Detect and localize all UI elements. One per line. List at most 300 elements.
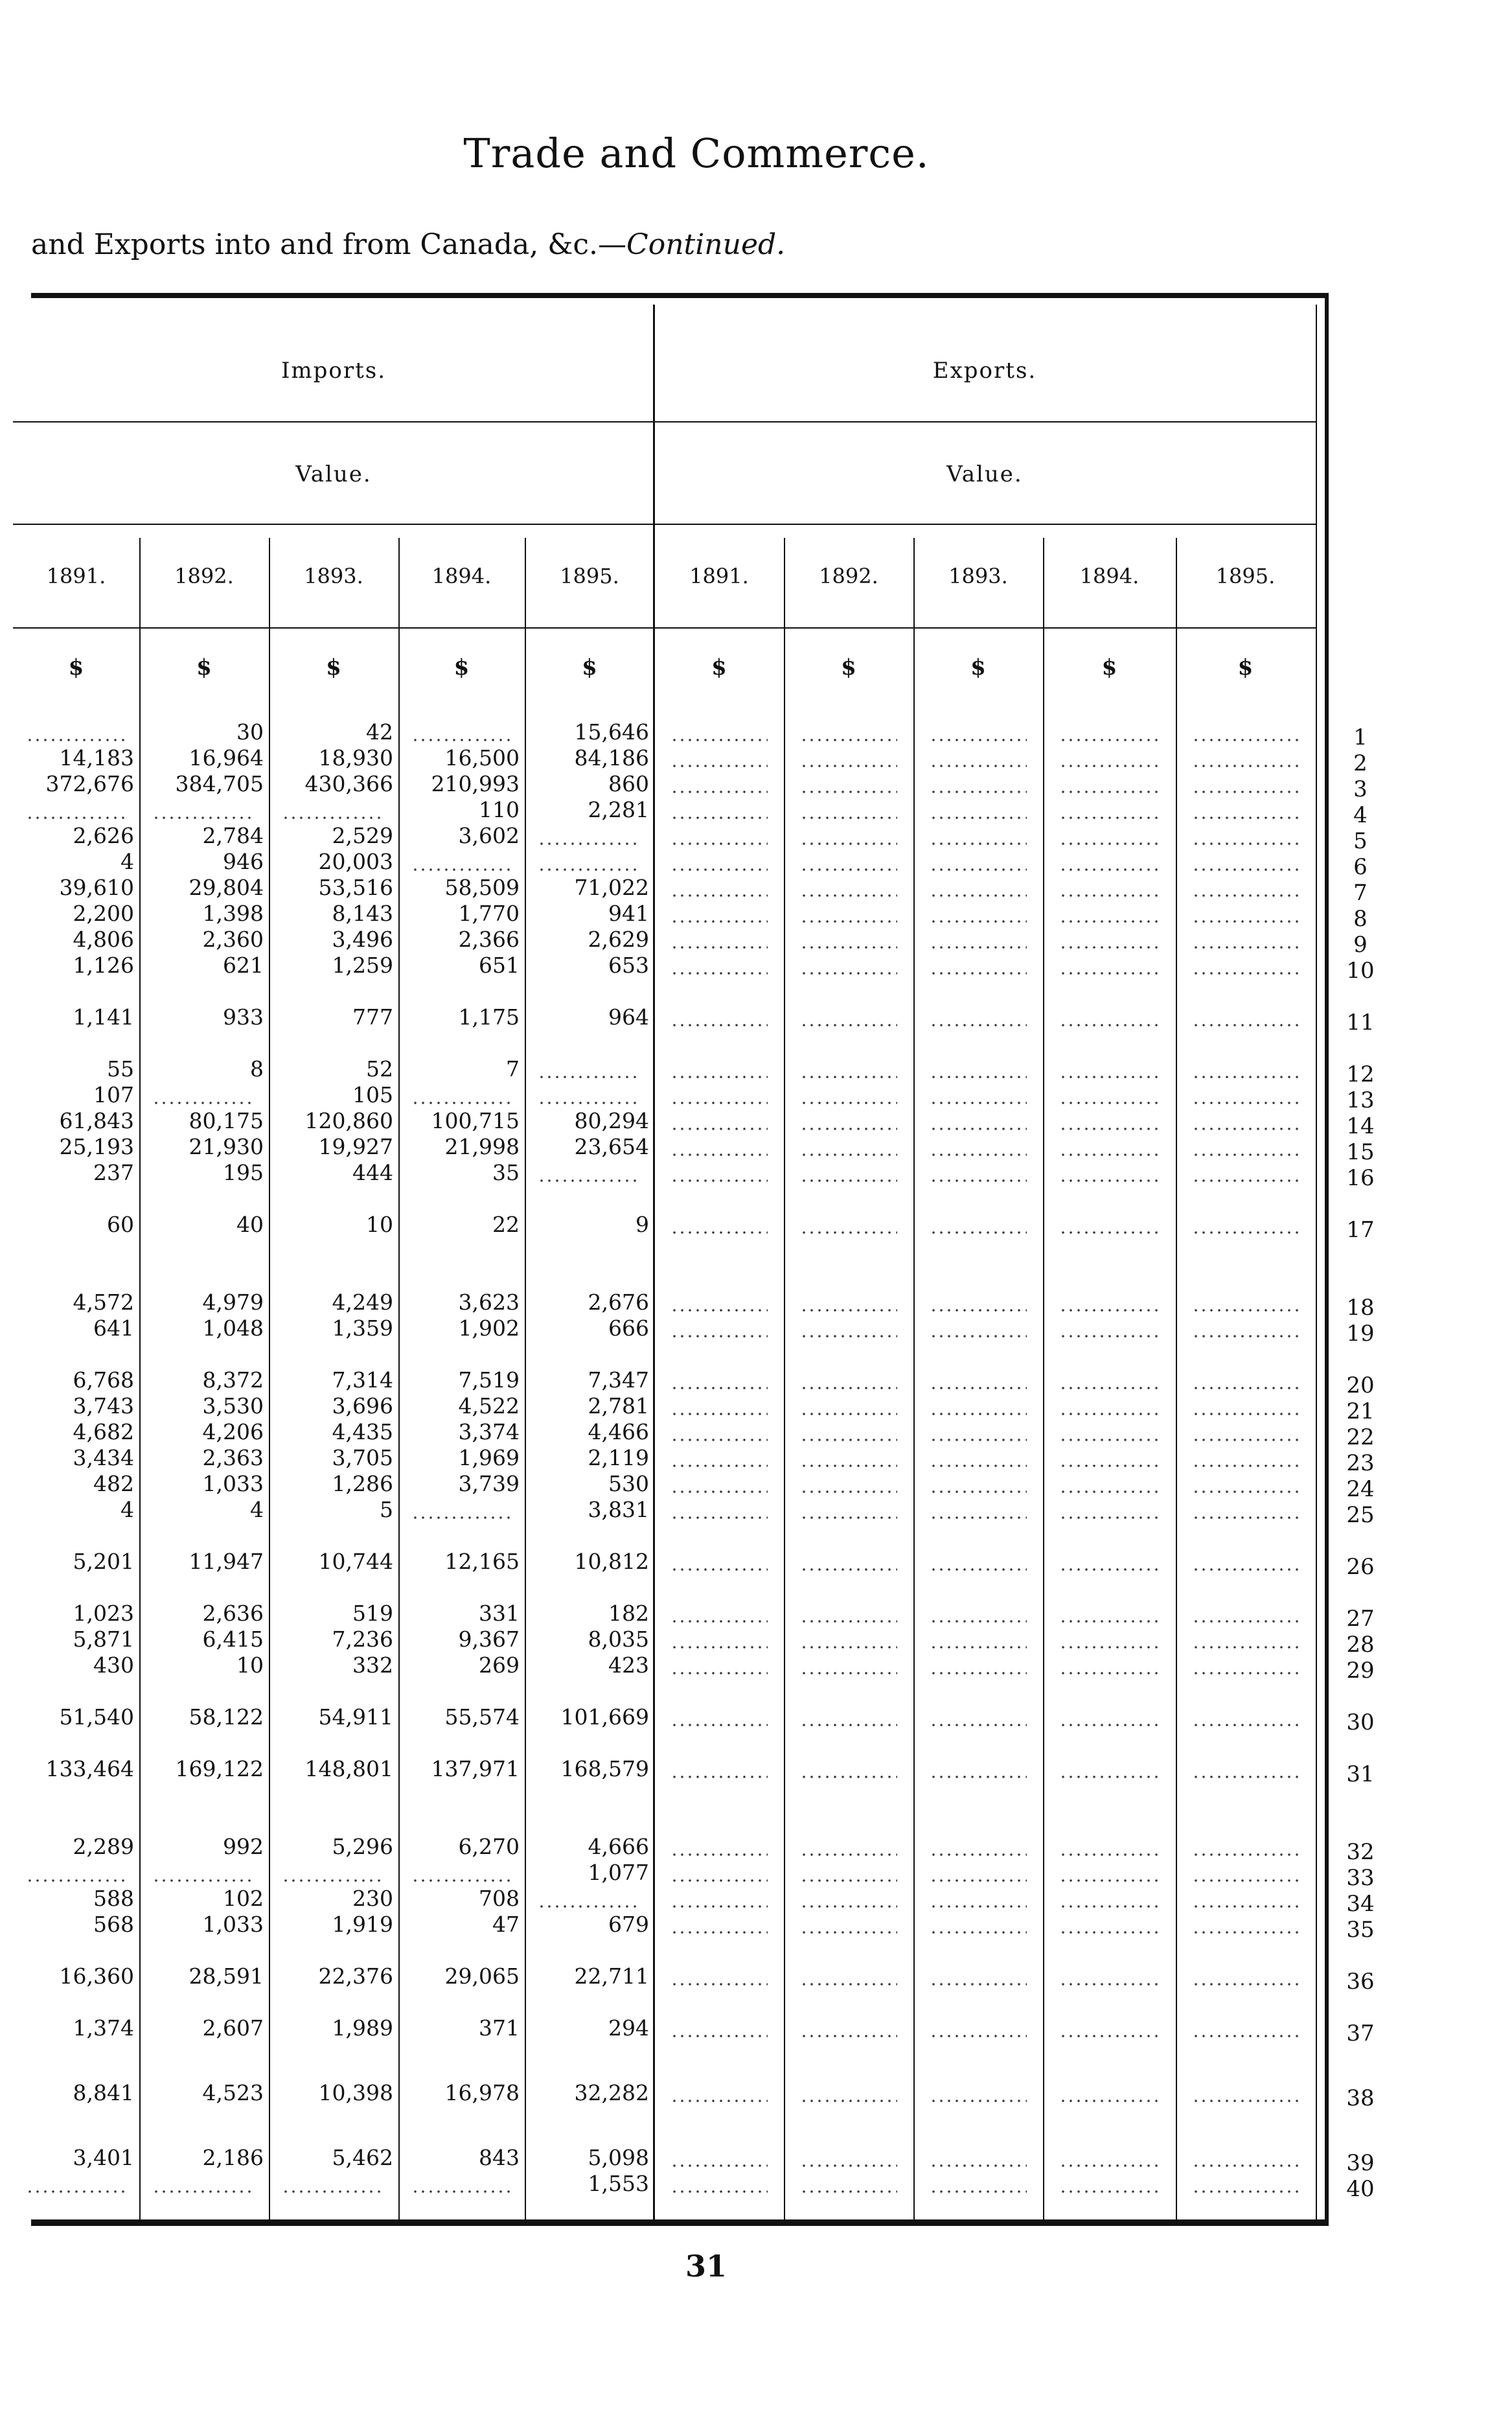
import-value-cell: 20,003 xyxy=(318,849,393,874)
dot-leader xyxy=(800,1231,897,1234)
dot-leader xyxy=(1059,1853,1160,1856)
exports-value-label: Value. xyxy=(946,461,1023,487)
dot-leader xyxy=(1059,1128,1160,1130)
import-value-cell: 4,682 xyxy=(73,1419,134,1444)
dot-leader xyxy=(930,868,1027,871)
import-value-cell: 2,784 xyxy=(202,823,264,848)
row-number: 3 xyxy=(1353,776,1368,802)
dot-leader xyxy=(670,894,768,897)
import-value-cell: 1,398 xyxy=(202,901,264,926)
dot-leader xyxy=(930,1620,1027,1623)
import-value-cell: 3,434 xyxy=(73,1445,134,1470)
dot-leader xyxy=(670,1879,768,1882)
dot-leader xyxy=(800,1102,897,1104)
import-value-cell: 52 xyxy=(366,1056,393,1082)
dot-leader xyxy=(1192,894,1299,897)
dot-leader xyxy=(930,2035,1027,2037)
dot-leader xyxy=(670,1568,768,1571)
import-value-cell: 10,744 xyxy=(318,1549,393,1574)
row-number: 35 xyxy=(1346,1917,1375,1943)
dot-leader xyxy=(930,1931,1027,1934)
import-value-cell: 5,201 xyxy=(73,1549,134,1574)
dot-leader xyxy=(930,946,1027,949)
dot-leader xyxy=(1192,1231,1299,1234)
dot-leader xyxy=(800,2164,897,2167)
dot-leader xyxy=(1059,1879,1160,1882)
import-value-cell: 588 xyxy=(93,1886,134,1911)
import-value-cell: 237 xyxy=(93,1160,134,1185)
import-value-cell: 3,831 xyxy=(588,1497,649,1522)
dot-leader xyxy=(1192,1776,1299,1778)
dot-leader xyxy=(800,765,897,767)
import-value-cell: 16,360 xyxy=(59,1963,134,1989)
dot-leader xyxy=(670,1439,768,1441)
dot-leader xyxy=(411,2190,512,2193)
dot-leader xyxy=(670,1516,768,1519)
dot-leader xyxy=(1059,791,1160,793)
dot-leader xyxy=(670,817,768,819)
import-value-cell: 32,282 xyxy=(574,2080,649,2105)
import-value-cell: 1,023 xyxy=(73,1601,134,1626)
dot-leader xyxy=(930,1024,1027,1026)
import-value-cell: 9,367 xyxy=(458,1627,520,1652)
dot-leader xyxy=(800,1413,897,1415)
dot-leader xyxy=(538,1102,641,1104)
import-value-cell: 530 xyxy=(608,1471,649,1496)
dot-leader xyxy=(930,972,1027,975)
import-value-cell: 8,143 xyxy=(332,901,393,926)
import-value-cell: 30 xyxy=(236,719,264,745)
dot-leader xyxy=(670,1387,768,1389)
dot-leader xyxy=(1192,1439,1299,1441)
import-value-cell: 105 xyxy=(352,1082,393,1107)
dot-leader xyxy=(1192,920,1299,923)
dot-leader xyxy=(1059,1620,1160,1623)
column-divider xyxy=(1043,538,1044,2219)
row-number: 6 xyxy=(1353,854,1368,880)
row-number: 15 xyxy=(1346,1139,1375,1165)
dot-leader xyxy=(538,868,641,871)
dot-leader xyxy=(1192,972,1299,975)
dot-leader xyxy=(1192,1335,1299,1338)
dot-leader xyxy=(930,1983,1027,1986)
dot-leader xyxy=(1059,2035,1160,2037)
dot-leader xyxy=(1059,765,1160,767)
import-value-cell: 61,843 xyxy=(59,1108,134,1133)
page-number: 31 xyxy=(685,2249,727,2284)
dot-leader xyxy=(800,2100,897,2102)
dot-leader xyxy=(670,1179,768,1182)
import-year-header: 1893. xyxy=(304,564,363,588)
import-value-cell: 3,743 xyxy=(73,1393,134,1419)
dot-leader xyxy=(800,1490,897,1493)
subtitle-text: and Exports into and from Canada, &c.— xyxy=(31,228,627,261)
import-value-cell: 651 xyxy=(479,953,520,978)
dot-leader xyxy=(1192,1179,1299,1182)
export-year-header: 1894. xyxy=(1079,564,1140,588)
import-value-cell: 8 xyxy=(250,1056,264,1082)
dot-leader xyxy=(670,1024,768,1026)
import-value-cell: 35 xyxy=(492,1160,520,1185)
dot-leader xyxy=(1192,1516,1299,1519)
import-value-cell: 2,676 xyxy=(588,1290,649,1315)
dot-leader xyxy=(670,2164,768,2167)
imports-header: Imports. xyxy=(281,358,387,384)
import-value-cell: 102 xyxy=(223,1886,264,1911)
row-number: 16 xyxy=(1346,1165,1375,1191)
dot-leader xyxy=(670,868,768,871)
import-value-cell: 269 xyxy=(479,1652,520,1678)
dot-leader xyxy=(1192,1879,1299,1882)
dot-leader xyxy=(670,1231,768,1234)
import-value-cell: 42 xyxy=(366,719,393,745)
dot-leader xyxy=(1059,1439,1160,1441)
import-value-cell: 372,676 xyxy=(45,771,134,796)
import-value-cell: 3,401 xyxy=(73,2145,134,2170)
import-value-cell: 22,376 xyxy=(318,1963,393,1989)
import-value-cell: 6,768 xyxy=(73,1367,134,1393)
dot-leader xyxy=(800,1724,897,1726)
dot-leader xyxy=(670,765,768,767)
column-divider xyxy=(913,538,915,2219)
dot-leader xyxy=(800,1646,897,1649)
dot-leader xyxy=(1192,1128,1299,1130)
right-border xyxy=(1325,293,1329,2226)
dot-leader xyxy=(1059,1465,1160,1467)
import-value-cell: 430 xyxy=(93,1652,134,1678)
import-value-cell: 107 xyxy=(93,1082,134,1107)
row-number: 34 xyxy=(1346,1891,1375,1917)
import-value-cell: 6,270 xyxy=(458,1834,520,1859)
import-value-cell: 519 xyxy=(352,1601,393,1626)
import-value-cell: 16,500 xyxy=(444,745,520,770)
currency-symbol: $ xyxy=(711,654,727,680)
dot-leader xyxy=(930,2164,1027,2167)
dot-leader xyxy=(800,894,897,897)
row-number: 29 xyxy=(1346,1658,1375,1684)
dot-leader xyxy=(1059,1724,1160,1726)
import-value-cell: 18,930 xyxy=(318,745,393,770)
top-rule xyxy=(31,293,1325,298)
dot-leader xyxy=(1059,972,1160,975)
row-number: 17 xyxy=(1346,1217,1375,1243)
import-value-cell: 4,523 xyxy=(202,2080,264,2105)
dot-leader xyxy=(1192,817,1299,819)
import-value-cell: 5,871 xyxy=(73,1627,134,1652)
row-number: 18 xyxy=(1346,1295,1375,1321)
import-value-cell: 860 xyxy=(608,771,649,796)
import-value-cell: 641 xyxy=(93,1315,134,1341)
import-year-header: 1894. xyxy=(431,564,492,588)
import-value-cell: 120,860 xyxy=(304,1108,393,1133)
import-value-cell: 2,607 xyxy=(202,2015,264,2041)
import-value-cell: 2,281 xyxy=(588,797,649,822)
dot-leader xyxy=(282,1879,385,1882)
dot-leader xyxy=(930,1776,1027,1778)
dot-leader xyxy=(1192,1853,1299,1856)
row-number: 23 xyxy=(1346,1450,1375,1476)
page-title: Trade and Commerce. xyxy=(463,130,930,177)
row-number: 5 xyxy=(1353,828,1368,854)
dot-leader xyxy=(930,765,1027,767)
row-number: 37 xyxy=(1346,2021,1375,2046)
dot-leader xyxy=(1059,739,1160,741)
dot-leader xyxy=(1192,1413,1299,1415)
dot-leader xyxy=(930,1102,1027,1104)
import-value-cell: 679 xyxy=(608,1912,649,1937)
currency-symbol: $ xyxy=(68,654,84,680)
import-value-cell: 4,806 xyxy=(73,927,134,952)
dot-leader xyxy=(1059,1076,1160,1078)
dot-leader xyxy=(670,1776,768,1778)
export-year-header: 1895. xyxy=(1215,564,1276,588)
import-value-cell: 84,186 xyxy=(574,745,649,770)
dot-leader xyxy=(1192,1983,1299,1986)
dot-leader xyxy=(1192,1620,1299,1623)
dot-leader xyxy=(930,1413,1027,1415)
import-value-cell: 58,122 xyxy=(189,1704,264,1730)
import-value-cell: 8,035 xyxy=(588,1627,649,1652)
dot-leader xyxy=(670,972,768,975)
dot-leader xyxy=(800,1776,897,1778)
import-value-cell: 1,048 xyxy=(202,1315,264,1341)
dot-leader xyxy=(411,868,512,871)
dot-leader xyxy=(1192,1153,1299,1156)
dot-leader xyxy=(800,868,897,871)
dot-leader xyxy=(538,1179,641,1182)
dot-leader xyxy=(670,1672,768,1674)
dot-leader xyxy=(670,1853,768,1856)
dot-leader xyxy=(670,842,768,845)
row-number: 40 xyxy=(1346,2176,1375,2202)
import-value-cell: 444 xyxy=(352,1160,393,1185)
import-value-cell: 100,715 xyxy=(431,1108,520,1133)
import-value-cell: 843 xyxy=(479,2145,520,2170)
row-number: 30 xyxy=(1346,1709,1375,1735)
exports-header-rule xyxy=(654,421,1316,423)
row-number: 19 xyxy=(1346,1321,1375,1347)
dot-leader xyxy=(930,1724,1027,1726)
import-value-cell: 964 xyxy=(608,1004,649,1030)
dot-leader xyxy=(930,1335,1027,1338)
import-value-cell: 71,022 xyxy=(574,875,649,900)
import-value-cell: 101,669 xyxy=(560,1704,649,1730)
import-value-cell: 7,314 xyxy=(332,1367,393,1393)
dot-leader xyxy=(152,2190,256,2193)
import-value-cell: 3,374 xyxy=(458,1419,520,1444)
currency-symbol: $ xyxy=(841,654,856,680)
import-value-cell: 933 xyxy=(223,1004,264,1030)
dot-leader xyxy=(930,1516,1027,1519)
row-number: 2 xyxy=(1353,750,1368,776)
import-value-cell: 1,919 xyxy=(332,1912,393,1937)
dot-leader xyxy=(1059,1153,1160,1156)
import-value-cell: 1,175 xyxy=(458,1004,520,1030)
import-value-cell: 133,464 xyxy=(45,1756,134,1781)
import-value-cell: 21,998 xyxy=(444,1134,520,1159)
import-value-cell: 371 xyxy=(479,2015,520,2041)
dot-leader xyxy=(538,842,641,845)
row-number: 24 xyxy=(1346,1476,1375,1502)
dot-leader xyxy=(800,1620,897,1623)
dot-leader xyxy=(1192,765,1299,767)
dot-leader xyxy=(1192,1568,1299,1571)
dot-leader xyxy=(930,894,1027,897)
import-value-cell: 1,902 xyxy=(458,1315,520,1341)
import-value-cell: 169,122 xyxy=(175,1756,264,1781)
dot-leader xyxy=(1192,1905,1299,1908)
dot-leader xyxy=(1192,1387,1299,1389)
dot-leader xyxy=(800,1309,897,1312)
import-value-cell: 4 xyxy=(250,1497,264,1522)
import-value-cell: 430,366 xyxy=(304,771,393,796)
dot-leader xyxy=(930,1439,1027,1441)
import-value-cell: 4 xyxy=(120,1497,134,1522)
import-value-cell: 58,509 xyxy=(444,875,520,900)
import-value-cell: 210,993 xyxy=(431,771,520,796)
export-year-header: 1891. xyxy=(689,564,749,588)
dot-leader xyxy=(1059,1387,1160,1389)
bottom-rule xyxy=(31,2219,1325,2226)
dot-leader xyxy=(1059,1179,1160,1182)
import-value-cell: 666 xyxy=(608,1315,649,1341)
dot-leader xyxy=(1059,817,1160,819)
dot-leader xyxy=(670,1309,768,1312)
dot-leader xyxy=(800,1153,897,1156)
import-value-cell: 423 xyxy=(608,1652,649,1678)
import-value-cell: 110 xyxy=(479,797,520,822)
dot-leader xyxy=(1059,1024,1160,1026)
row-number: 27 xyxy=(1346,1606,1375,1632)
dot-leader xyxy=(1059,894,1160,897)
import-value-cell: 80,175 xyxy=(189,1108,264,1133)
import-value-cell: 1,286 xyxy=(332,1471,393,1496)
dot-leader xyxy=(670,1335,768,1338)
dot-leader xyxy=(1192,2035,1299,2037)
import-value-cell: 3,696 xyxy=(332,1393,393,1419)
dot-leader xyxy=(800,1983,897,1986)
dot-leader xyxy=(800,1516,897,1519)
import-value-cell: 1,033 xyxy=(202,1912,264,1937)
import-value-cell: 230 xyxy=(352,1886,393,1911)
import-value-cell: 2,629 xyxy=(588,927,649,952)
dot-leader xyxy=(800,1439,897,1441)
imports-value-label: Value. xyxy=(295,461,372,487)
dot-leader xyxy=(670,739,768,741)
dot-leader xyxy=(1059,1905,1160,1908)
row-number: 13 xyxy=(1346,1087,1375,1113)
import-value-cell: 2,200 xyxy=(73,901,134,926)
dot-leader xyxy=(1192,2190,1299,2193)
row-number: 25 xyxy=(1346,1502,1375,1528)
import-value-cell: 621 xyxy=(223,953,264,978)
dot-leader xyxy=(670,1905,768,1908)
import-value-cell: 5 xyxy=(380,1497,393,1522)
dot-leader xyxy=(1192,2100,1299,2102)
import-value-cell: 14,183 xyxy=(59,745,134,770)
import-value-cell: 294 xyxy=(608,2015,649,2041)
import-value-cell: 5,098 xyxy=(588,2145,649,2170)
import-value-cell: 708 xyxy=(479,1886,520,1911)
dot-leader xyxy=(930,1905,1027,1908)
dot-leader xyxy=(800,1335,897,1338)
import-value-cell: 10,398 xyxy=(318,2080,393,2105)
import-value-cell: 1,126 xyxy=(73,953,134,978)
dot-leader xyxy=(930,1853,1027,1856)
import-value-cell: 4 xyxy=(120,849,134,874)
import-value-cell: 568 xyxy=(93,1912,134,1937)
import-value-cell: 39,610 xyxy=(59,875,134,900)
import-value-cell: 777 xyxy=(352,1004,393,1030)
column-divider xyxy=(1176,538,1177,2219)
import-value-cell: 195 xyxy=(223,1160,264,1185)
dot-leader xyxy=(670,1413,768,1415)
exports-header: Exports. xyxy=(932,358,1037,384)
dot-leader xyxy=(800,920,897,923)
import-value-cell: 10,812 xyxy=(574,1549,649,1574)
dot-leader xyxy=(930,920,1027,923)
dot-leader xyxy=(930,1153,1027,1156)
dot-leader xyxy=(411,1102,512,1104)
import-value-cell: 2,626 xyxy=(73,823,134,848)
dot-leader xyxy=(670,1490,768,1493)
currency-symbol: $ xyxy=(326,654,341,680)
dot-leader xyxy=(670,946,768,949)
row-number: 22 xyxy=(1346,1424,1375,1450)
dot-leader xyxy=(670,2035,768,2037)
dot-leader xyxy=(930,1568,1027,1571)
import-value-cell: 2,119 xyxy=(588,1445,649,1470)
dot-leader xyxy=(282,817,385,819)
import-value-cell: 80,294 xyxy=(574,1108,649,1133)
row-number: 31 xyxy=(1346,1761,1375,1787)
import-value-cell: 40 xyxy=(236,1212,264,1237)
imports-value-rule xyxy=(13,524,654,525)
dot-leader xyxy=(930,1309,1027,1312)
import-value-cell: 1,553 xyxy=(588,2171,649,2196)
dot-leader xyxy=(930,1465,1027,1467)
dot-leader xyxy=(1192,1931,1299,1934)
import-value-cell: 4,979 xyxy=(202,1290,264,1315)
dot-leader xyxy=(670,2100,768,2102)
dot-leader xyxy=(930,1387,1027,1389)
row-number: 4 xyxy=(1353,802,1368,828)
dot-leader xyxy=(538,1905,641,1908)
import-value-cell: 3,530 xyxy=(202,1393,264,1419)
import-value-cell: 148,801 xyxy=(304,1756,393,1781)
dot-leader xyxy=(411,739,512,741)
dot-leader xyxy=(670,1153,768,1156)
dot-leader xyxy=(800,1672,897,1674)
dot-leader xyxy=(1059,1413,1160,1415)
import-value-cell: 3,602 xyxy=(458,823,520,848)
dot-leader xyxy=(1059,946,1160,949)
dot-leader xyxy=(800,1128,897,1130)
currency-symbol: $ xyxy=(582,654,597,680)
import-value-cell: 51,540 xyxy=(59,1704,134,1730)
dot-leader xyxy=(670,1983,768,1986)
currency-symbol: $ xyxy=(1101,654,1117,680)
dot-leader xyxy=(930,1231,1027,1234)
dot-leader xyxy=(930,1128,1027,1130)
import-value-cell: 19,927 xyxy=(318,1134,393,1159)
import-value-cell: 21,930 xyxy=(189,1134,264,1159)
import-value-cell: 11,947 xyxy=(189,1549,264,1574)
row-number: 20 xyxy=(1346,1373,1375,1398)
dot-leader xyxy=(1192,946,1299,949)
import-value-cell: 2,186 xyxy=(202,2145,264,2170)
import-year-header: 1891. xyxy=(46,564,106,588)
